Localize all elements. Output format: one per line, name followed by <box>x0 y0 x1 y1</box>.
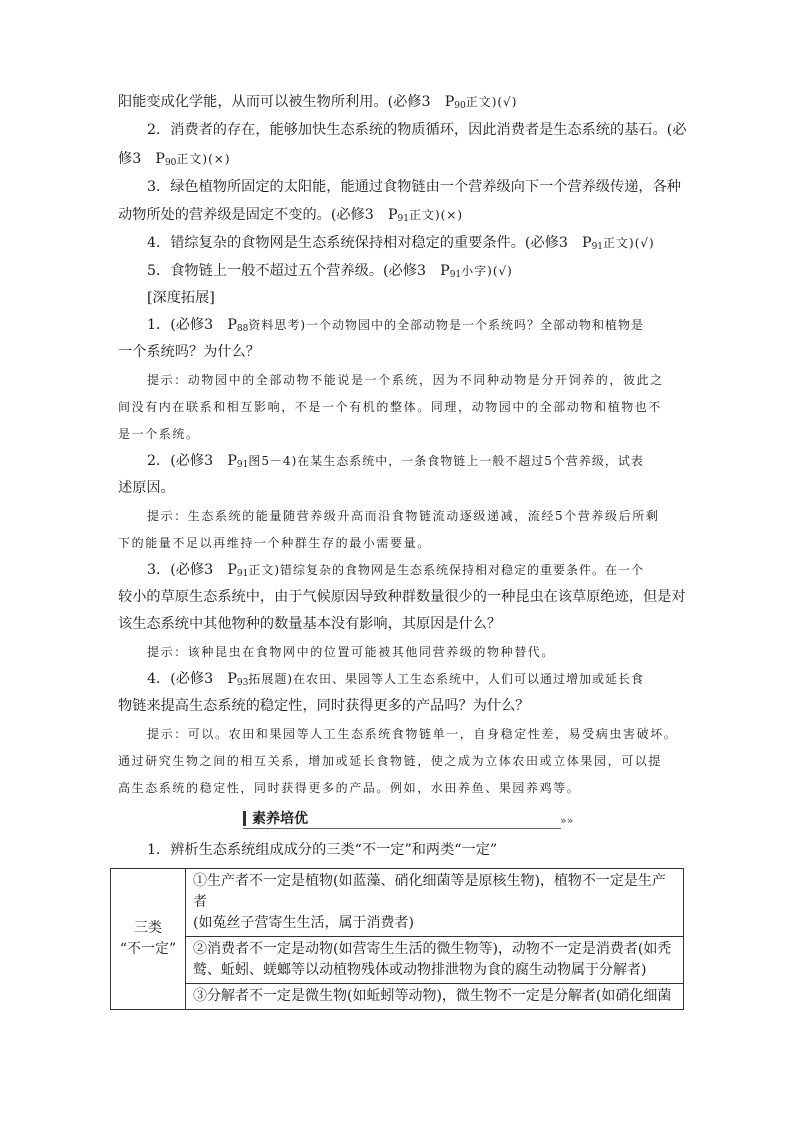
text-line: 较小的草原生态系统中，由于气候原因导致种群数量很少的一种昆虫在该草原绝迹，但是对 <box>118 589 686 605</box>
table-row <box>111 937 684 984</box>
table-cell <box>186 937 684 984</box>
head-line: “不一定” <box>119 941 177 957</box>
text-line: 该生态系统中其他物种的数量基本没有影响，其原因是什么？ <box>118 616 502 632</box>
table-row <box>111 869 684 937</box>
table-cell <box>186 984 684 1010</box>
cell-line: ①生产者不一定是植物(如蓝藻、硝化细菌等是原核生物)，植物不一定是生产者 <box>193 873 666 910</box>
head-line: 三类 <box>134 920 162 936</box>
text-line: 一个系统吗？为什么？ <box>118 344 260 360</box>
text-line: 3．绿色植物所固定的太阳能，能通过食物链由一个营养级向下一个营养级传递，各种 <box>147 179 681 195</box>
text-line: 阳能变成化学能，从而可以被生物所利用。(必修3 $P_{90}$正文)(√) <box>118 94 518 111</box>
cell-line: 鹫、蚯蚓、蜣螂等以动植物残体或动物排泄物为食的腐生动物属于分解者) <box>193 962 647 978</box>
banner-rule <box>243 828 561 829</box>
table-row <box>111 984 684 1010</box>
cell-line: (如菟丝子营寄生生活，属于消费者) <box>193 915 414 931</box>
banner-bar <box>243 811 246 826</box>
text-line: 动物所处的营养级是固定不变的。(必修3 $P_{91}$正文)(×) <box>118 207 464 224</box>
text-line: 2．消费者的存在，能够加快生态系统的物质循环，因此消费者是生态系统的基石。(必 <box>147 122 687 138</box>
chevron-right-icon: »» <box>560 814 574 827</box>
cell-line: ②消费者不一定是动物(如营寄生生活的微生物等)，动物不一定是消费者(如秃 <box>193 941 672 957</box>
hint-line: 间没有内在联系和相互影响，不是一个有机的整体。同理，动物园中的全部动物和植物也不 <box>118 400 663 414</box>
hint-line: 通过研究生物之间的相互关系，增加或延长食物链，使之成为立体农田或立体果园，可以提 <box>118 754 663 768</box>
hint-line: 下的能量不足以再维持一个种群生存的最小需要量。 <box>118 536 431 550</box>
cell-line: ③分解者不一定是微生物(如蚯蚓等动物)，微生物不一定是分解者(如硝化细菌 <box>193 988 672 1004</box>
table-cell <box>186 869 684 937</box>
hint-line: 是一个系统。 <box>118 427 200 441</box>
text-line: 4．错综复杂的食物网是生态系统保持相对稳定的重要条件。(必修3 $P_{91}$正文)(√) <box>147 235 655 252</box>
text-line: 物链来提高生态系统的稳定性，同时获得更多的产品吗？为什么？ <box>118 698 530 714</box>
hint-line: 提示：该种昆虫在食物网中的位置可能被其他同营养级的物种替代。 <box>147 645 556 659</box>
text-line: 修3 $P_{90}$正文)(×) <box>118 151 231 168</box>
section-banner <box>243 808 573 828</box>
text-line: 述原因。 <box>118 480 175 496</box>
comparison-table <box>110 868 684 1010</box>
question-2: 2．(必修3 $P_{91}$图5－4)在某生态系统中，一条食物链上一般不超过5个营养级，试表 <box>147 453 644 470</box>
question-4: 4．(必修3 $P_{93}$拓展题)在农田、果园等人工生态系统中，人们可以通过增加或延长食 <box>147 671 645 688</box>
text-line: 5．食物链上一般不超过五个营养级。(必修3 $P_{91}$小字)(√) <box>147 263 513 280</box>
hint-line: 提示：可以。农田和果园等人工生态系统食物链单一，自身稳定性差，易受病虫害破坏。 <box>147 727 678 741</box>
hint-line: 高生态系统的稳定性，同时获得更多的产品。例如，水田养鱼、果园养鸡等。 <box>118 781 581 795</box>
section-title: 1．辨析生态系统组成成分的三类“不一定”和两类“一定” <box>147 842 498 858</box>
hint-line: 提示：动物园中的全部动物不能说是一个系统，因为不同种动物是分开饲养的，彼此之 <box>147 373 664 387</box>
hint-line: 提示：生态系统的能量随营养级升高而沿食物链流动逐级递减，流经5个营养级后所剩 <box>147 509 660 523</box>
question-3: 3．(必修3 $P_{91}$正文)错综复杂的食物网是生态系统保持相对稳定的重要条件。在一个 <box>147 562 645 579</box>
question-1: 1．(必修3 $P_{88}$资料思考)一个动物园中的全部动物是一个系统吗？全部动物和植物是 <box>147 317 645 334</box>
table-head-cell <box>111 869 186 1010</box>
banner-title: 素养培优 <box>252 811 308 827</box>
section-heading: [深度拓展] <box>147 290 215 306</box>
